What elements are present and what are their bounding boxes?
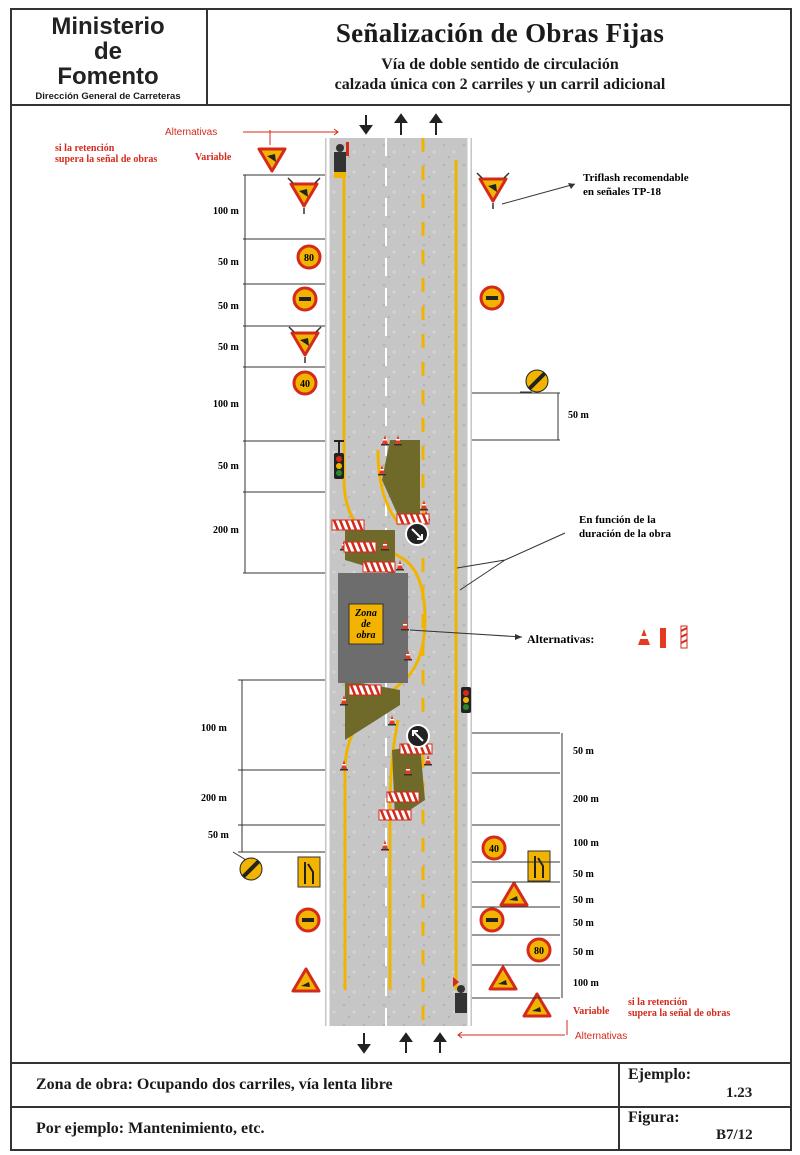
right-distance-label: 50 m [573, 869, 594, 880]
left-distance-label: 100 m [213, 399, 239, 410]
figura-value: B7/12 [716, 1127, 753, 1143]
top-retention-line2: supera la señal de obras [55, 154, 158, 165]
ejemplo-title: Ejemplo: [628, 1066, 692, 1083]
right-distance-label: 50 m [568, 410, 589, 421]
figura-cell [618, 1108, 800, 1151]
ejemplo-cell [618, 1064, 800, 1106]
striped-post-alternative-icon [681, 626, 687, 648]
directorate: Dirección General de Carreteras [35, 91, 181, 102]
top-alternativas-label: Alternativas [165, 127, 218, 138]
left-distance-label: 50 m [218, 342, 239, 353]
alternativas-right-label: Alternativas: [527, 632, 595, 646]
duration-line2: duración de la obra [579, 528, 671, 540]
bottom-alternativas-label: Alternativas [575, 1031, 628, 1042]
left-distance-label: 200 m [201, 793, 227, 804]
left-distance-label: 50 m [208, 830, 229, 841]
right-distance-label: 100 m [573, 838, 599, 849]
svg-text:40: 40 [489, 844, 499, 855]
right-distance-labels [568, 410, 600, 989]
left-distance-label: 100 m [213, 206, 239, 217]
triflash-line1: Triflash recomendable [583, 172, 689, 184]
zone-label: Zona de obra: Ocupando dos carriles, vía lenta libre [36, 1076, 393, 1093]
left-distance-labels [201, 206, 240, 841]
road-works-sign-icon [259, 149, 285, 171]
footer-row-zone [10, 1062, 792, 1106]
speed-limit-80-icon [298, 246, 320, 268]
left-distance-label: 50 m [218, 461, 239, 472]
right-distance-label: 50 m [573, 947, 594, 958]
speed-limit-40-icon [294, 372, 316, 394]
subtitle-line2: calzada única con 2 carriles y un carril adicional [334, 76, 666, 93]
left-distance-label: 200 m [213, 525, 239, 536]
right-distance-label: 50 m [573, 918, 594, 929]
work-zone-line3: obra [356, 630, 376, 641]
left-distance-label: 100 m [201, 723, 227, 734]
cone-alternative-icon [638, 629, 650, 645]
triflash-line2: en señales TP-18 [583, 186, 662, 198]
ministry-line2: de [93, 38, 122, 65]
example-label: Por ejemplo: Mantenimiento, etc. [36, 1120, 265, 1137]
work-zone-line1: Zona [355, 608, 377, 619]
ministry-line3: Fomento [57, 63, 159, 90]
ejemplo-value: 1.23 [726, 1085, 753, 1101]
traffic-light-icon [334, 453, 344, 479]
bottom-variable-label: Variable [573, 1006, 610, 1017]
figura-title: Figura: [628, 1109, 680, 1126]
ministry-line1: Ministerio [51, 13, 165, 40]
subtitle-line1: Vía de doble sentido de circulación [381, 56, 619, 73]
left-distance-label: 50 m [218, 257, 239, 268]
work-zone-line2: de [361, 619, 371, 630]
svg-text:80: 80 [304, 253, 314, 264]
right-distance-label: 50 m [573, 746, 594, 757]
lane-diagram-sign-icon [298, 857, 320, 887]
left-distance-label: 50 m [218, 301, 239, 312]
right-distance-label: 100 m [573, 978, 599, 989]
end-restriction-icon [526, 370, 548, 392]
top-variable-label: Variable [195, 152, 232, 163]
svg-text:80: 80 [534, 946, 544, 957]
right-distance-label: 50 m [573, 895, 594, 906]
bollard-alternative-icon [660, 628, 666, 648]
bottom-retention-line1: si la retención [628, 997, 688, 1008]
duration-line1: En función de la [579, 514, 656, 526]
keep-left-icon [407, 725, 429, 747]
page-title: Señalización de Obras Fijas [335, 18, 665, 48]
keep-right-icon [406, 523, 428, 545]
top-retention-line1: si la retención [55, 143, 115, 154]
chevron-barrier-icon [332, 520, 364, 530]
right-distance-label: 200 m [573, 794, 599, 805]
footer-row-example [10, 1106, 792, 1151]
svg-text:40: 40 [300, 379, 310, 390]
bottom-retention-line2: supera la señal de obras [628, 1008, 731, 1019]
